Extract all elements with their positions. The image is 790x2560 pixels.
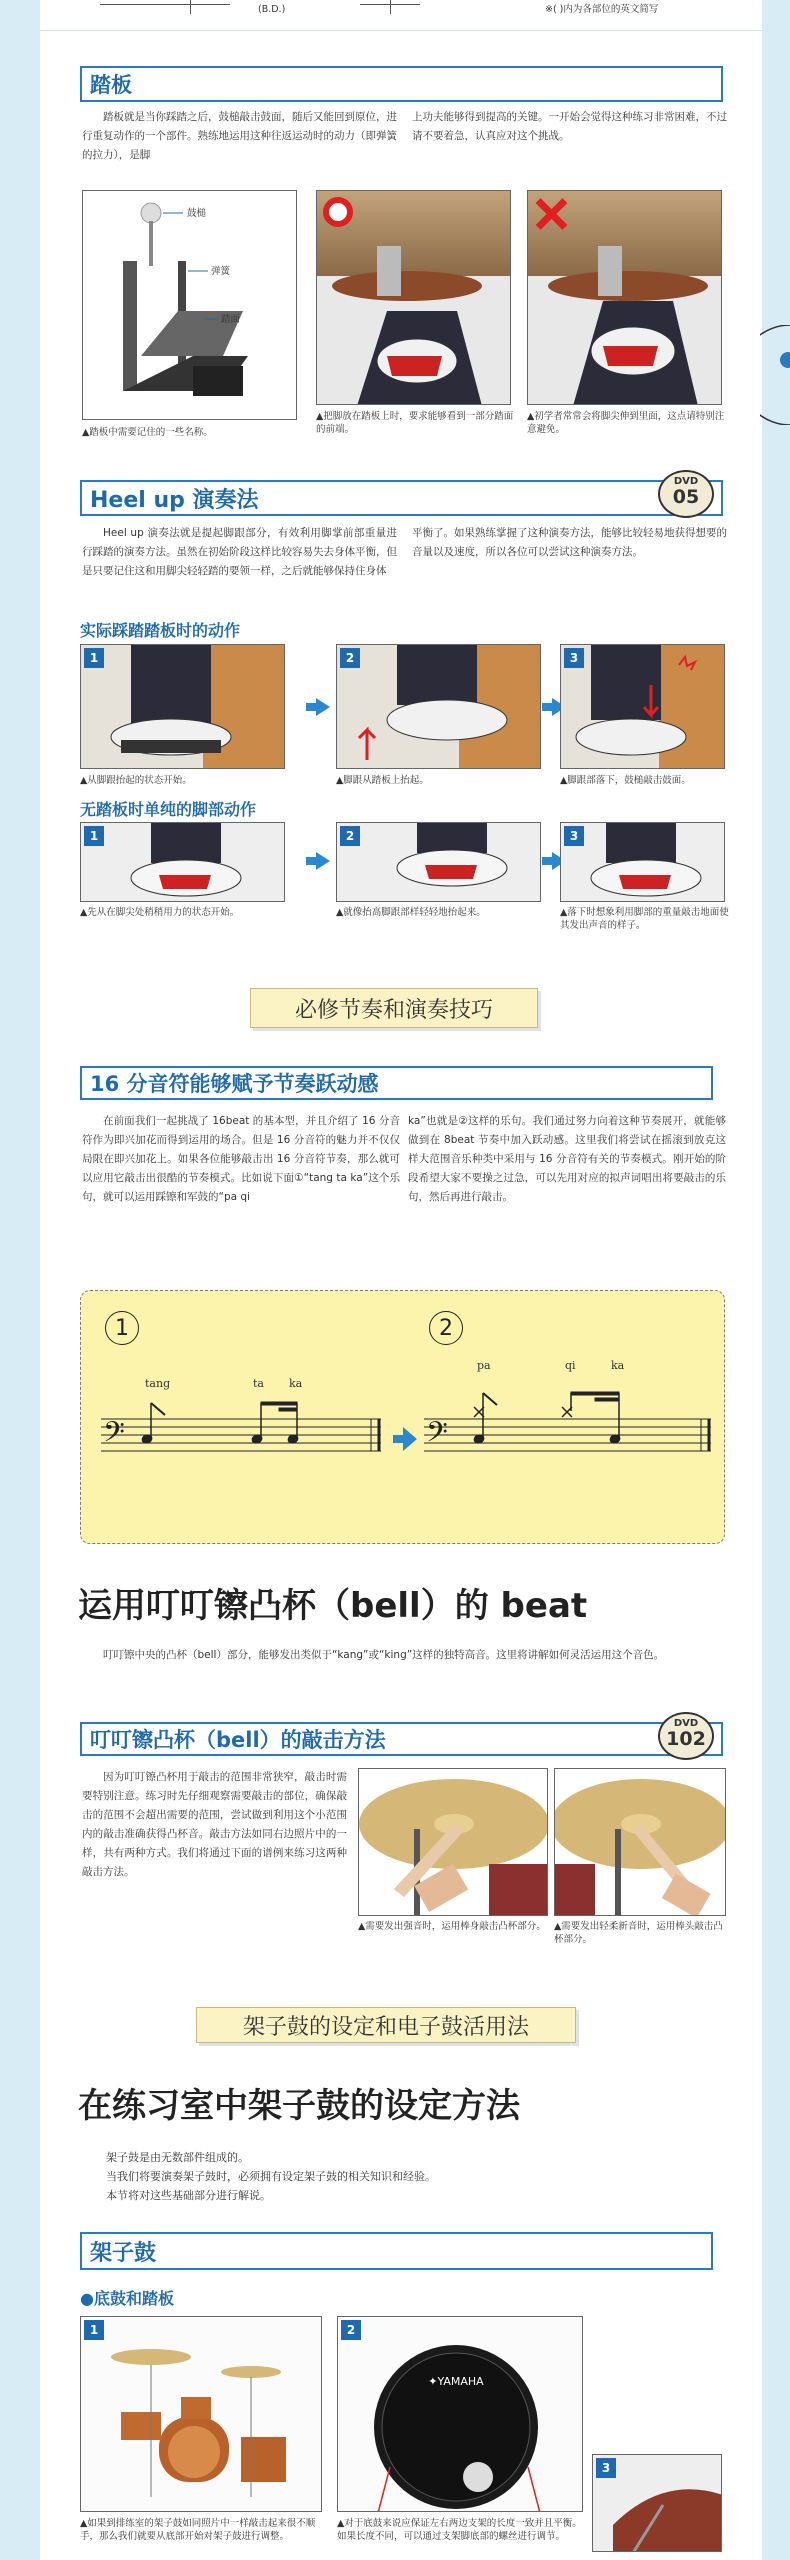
heelup-text-left: Heel up 演奏法就是提起脚跟部分，有效利用脚掌前部重量进行踩踏的演奏方法。虽然在初始阶段这样比较容易失去身体平衡，但是只要记住这和用脚尖轻轻踏的要领一样，之后就能够保持住身体 [82,527,397,577]
section-heading-pedal: 踏板 [80,66,723,102]
pedal-caption-2: ▲把脚放在踏板上时，要求能够看到一部分踏面的前端。 [316,411,514,435]
top-note: ※( )内为各部位的英文简写 [545,4,659,15]
heelup-subheading-1: 实际踩踏踏板时的动作 [80,621,241,640]
heelup-caption-a3: ▲脚跟部落下，鼓槌敲击鼓面。 [560,775,691,786]
setup-big-heading: 在练习室中架子鼓的设定方法 [78,2086,520,2126]
syllable-ka-2: ka [611,1359,625,1372]
heelup-caption-a2: ▲脚跟从踏板上抬起。 [336,775,429,786]
pedal-caption-3: ▲初学者常常会将脚尖伸到里面，这点请特别注意避免。 [527,411,725,435]
syllable-ta: ta [253,1377,264,1390]
pedal-photo-correct [316,190,511,405]
pedal-text-left: 踏板就是当你踩踏之后，鼓槌敲击鼓面，随后又能回到原位，进行重复动作的一个部件。熟练地运用这种往返运动时的动力（即弹簧的拉力），是脚 [82,111,397,161]
shoe-illustration [337,645,541,769]
section-banner-rhythm: 必修节奏和演奏技巧 [250,988,538,1028]
pedal-label-spring: 弹簧 [211,266,231,277]
sixteenth-text-left: 在前面我们一起挑战了 16beat 的基本型，并且介绍了 16 分音符作为即兴加花而得到运用的场合。但是 16 分音符的魅力并不仅仅局限在即兴加花上。如果各位能够敲击出 16 分音符节奏，那么就可以应用它敲击出很酷的节奏模式。比如说下面①“tang ta ka”这个乐句，就可以运用踩镲和军鼓的“pa qi [82,1115,400,1203]
step-number: 2 [340,826,360,846]
step-number: 1 [84,648,104,668]
syllable-pa: pa [477,1359,491,1372]
section-heading-bell: 叮叮镲凸杯（bell）的敲击方法 [80,1722,723,1756]
pedal-label-beater: 鼓槌 [187,208,207,219]
foot-too-far-illustration [528,191,722,405]
step-number: 3 [596,2458,616,2478]
heelup-photo-b1 [80,822,285,902]
bell-photo-2 [554,1768,726,1916]
drumkit-illustration [81,2317,322,2512]
heelup-caption-b3: ▲落下时想象利用脚部的重量敲击地面使其发出声音的样子。 [560,907,729,931]
section-heading-drumkit: 架子鼓 [80,2232,713,2270]
dvd-badge-05: DVD 05 [658,470,714,518]
heelup-text-right: 平衡了。如果熟练掌握了这种演奏方法，能够比较轻易地获得想要的音量以及速度，所以各位可以尝试这种演奏方法。 [412,527,727,558]
step-number: 2 [340,648,360,668]
setup-photo-2 [337,2316,583,2512]
bell-big-heading: 运用叮叮镲凸杯（bell）的 beat [78,1586,588,1626]
sixteenth-text-right: ka”也就是②这样的乐句。我们通过努力向着这种节奏展开，就能够做到在 8beat 节奏中加入跃动感。这里我们将尝试在摇滚到放克这样大范围音乐种类中采用与 16 分音符有关的节奏模式。刚开始的阶段希望大家不要操之过急，可以先用对应的拟声词唱出将要敲击的乐句，然后再进行敲击。 [408,1115,726,1203]
dvd-badge-102: DVD 102 [658,1712,714,1760]
shoe-illustration [561,645,725,769]
setup-photo-3 [592,2454,722,2552]
step-arrow-icon [316,698,330,716]
pedal-photo-wrong [527,190,722,405]
step-number: 1 [84,2320,104,2340]
page-divider [40,30,762,31]
step-arrow-icon [316,852,330,870]
setup-line-1: 架子鼓是由无数部件组成的。 [106,2151,249,2164]
top-score-fragment [100,0,480,18]
heelup-photo-b2 [336,822,541,902]
heelup-subheading-2: 无踏板时单纯的脚部动作 [80,800,257,819]
bass-drum-illustration [338,2317,583,2512]
foot-on-pedal-illustration [317,191,511,405]
drum-spur-illustration [593,2455,722,2552]
pedal-illustration [83,191,297,420]
svg-text:𝄢: 𝄢 [426,1416,448,1456]
bell-intro: 叮叮镲中央的凸杯（bell）部分，能够发出类似于“kang”或“king”这样的独特高音。这里将讲解如何灵活运用这个音色。 [103,1649,665,1661]
heelup-caption-b1: ▲先从在脚尖处稍稍用力的状态开始。 [80,907,240,918]
step-number: 1 [84,826,104,846]
setup-photo-1 [80,2316,322,2512]
heelup-photo-a3 [560,644,725,769]
step-number: 2 [341,2320,361,2340]
pedal-text-right: 上功夫能够得到提高的关键。一开始会觉得这种练习非常困难，不过请不要着急，认真应对这个挑战。 [412,111,727,142]
score-panel [80,1290,725,1544]
top-bd-label: (B.D.) [258,4,286,15]
setup-subheading: ●底鼓和踏板 [80,2289,174,2308]
side-decoration [760,325,790,425]
setup-caption-2: ▲对于底鼓来说应保证左右两边支架的长度一致并且平衡。如果长度不同，可以通过支架脚底部的螺丝进行调节。 [337,2518,582,2542]
section-banner-setup: 架子鼓的设定和电子鼓活用法 [196,2007,576,2043]
svg-text:✦YAMAHA: ✦YAMAHA [428,2375,484,2388]
cymbal-illustration [555,1769,726,1916]
pedal-label-footboard: 踏面 [221,314,241,325]
rhythm-score [81,1291,726,1545]
bell-photo-1 [358,1768,548,1916]
page [40,0,762,2560]
syllable-ka: ka [289,1377,303,1390]
heelup-photo-a2 [336,644,541,769]
setup-line-3: 本节将对这些基础部分进行解说。 [106,2189,271,2202]
score-number-2: 2 [429,1311,463,1345]
step-number: 3 [564,648,584,668]
cymbal-illustration [359,1769,548,1916]
setup-line-2: 当我们将要演奏架子鼓时，必须拥有设定架子鼓的相关知识和经验。 [106,2170,436,2183]
step-number: 3 [564,826,584,846]
bell-caption-2: ▲需要发出轻柔新音时，运用棒头敲击凸杯部分。 [554,1921,723,1945]
score-number-1: 1 [105,1311,139,1345]
section-heading-sixteenth: 16 分音符能够赋予节奏跃动感 [80,1066,713,1100]
shoe-illustration [81,645,285,769]
pedal-caption-1: ▲踏板中需要记住的一些名称。 [82,427,213,438]
shoe-illustration [81,823,285,902]
pedal-diagram-photo [82,190,297,420]
bell-text: 因为叮叮镲凸杯用于敲击的范围非常狭窄，敲击时需要特别注意。练习时先仔细观察需要敲击的部位，确保敲击的范围不会超出需要的范围，尝试做到利用这个小范围内的敲击准确获得凸杯音。敲击方法如同右边照片中的一样，共有两种方式。我们将通过下面的谱例来练习这两种敲击方法。 [82,1771,347,1878]
svg-text:𝄢: 𝄢 [103,1416,125,1456]
syllable-tang: tang [145,1377,171,1390]
bell-caption-1: ▲需要发出强音时，运用棒身敲击凸杯部分。 [358,1921,546,1932]
syllable-qi: qi [565,1359,576,1372]
section-heading-heelup: Heel up 演奏法 [80,480,723,516]
heelup-caption-b2: ▲就像抬高脚跟部样轻轻地抬起来。 [336,907,486,918]
shoe-illustration [337,823,541,902]
shoe-illustration [561,823,725,902]
setup-caption-1: ▲如果到排练室的架子鼓如同照片中一样敲击起来很不顺手，那么我们就要从底部开始对架子鼓进行调整。 [80,2518,316,2542]
heelup-photo-b3 [560,822,725,902]
heelup-photo-a1 [80,644,285,769]
heelup-caption-a1: ▲从脚跟抬起的状态开始。 [80,775,192,786]
